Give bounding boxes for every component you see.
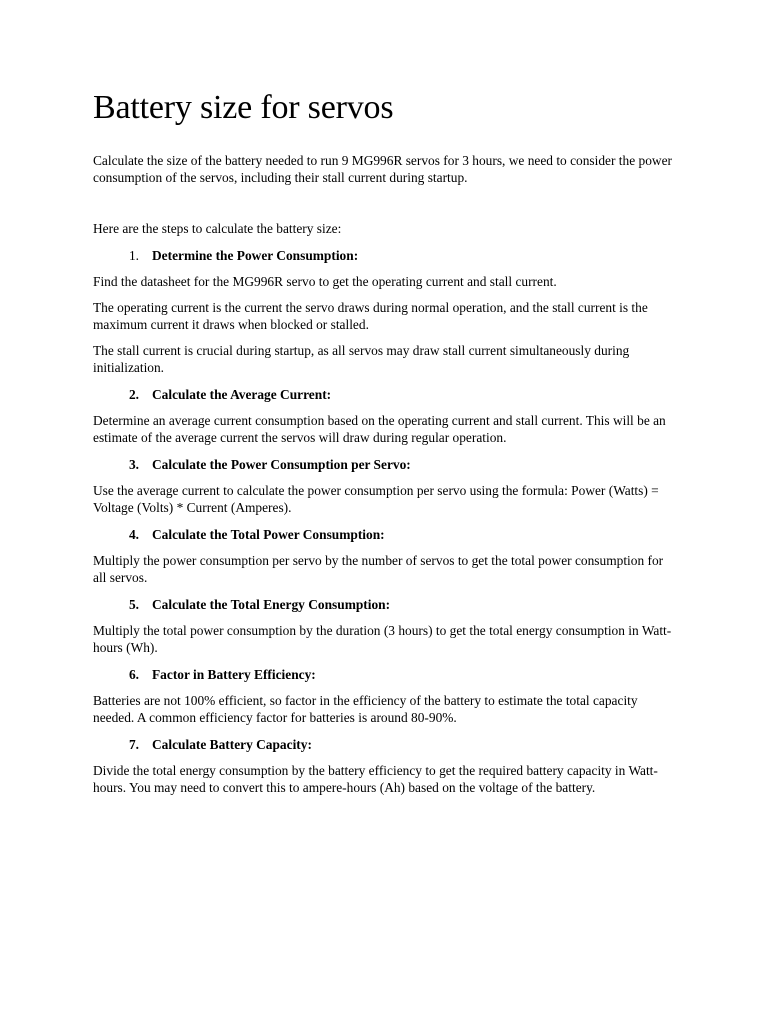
step-heading-label: Calculate the Power Consumption per Servo:	[152, 457, 411, 472]
document-title: Battery size for servos	[93, 89, 394, 126]
step-number: 7.	[128, 737, 139, 752]
step-number: 1.	[128, 248, 139, 263]
step-4	[93, 526, 678, 586]
step-number: 3.	[128, 457, 139, 472]
step-heading-label: Calculate the Total Energy Consumption:	[152, 597, 391, 612]
step-heading	[93, 526, 678, 543]
step-heading-label: Calculate the Average Current:	[152, 387, 332, 402]
step-paragraph: Determine an average current consumption based on the operating current and stall current. This will be an estimate of the average current the servos will draw during regular operation.	[93, 413, 666, 445]
step-heading	[93, 247, 678, 264]
step-heading	[93, 596, 678, 613]
step-heading	[93, 736, 678, 753]
step-paragraph: Batteries are not 100% efficient, so factor in the efficiency of the battery to estimate the total capacity needed. A common efficiency factor for batteries is around 80-90%.	[93, 693, 638, 725]
step-heading-label: Calculate the Total Power Consumption:	[152, 527, 385, 542]
intro-paragraph: Calculate the size of the battery needed to run 9 MG996R servos for 3 hours, we need to consider the power consumption of the servos, including their stall current during startup.	[93, 153, 672, 185]
step-paragraph: Use the average current to calculate the power consumption per servo using the formula: Power (Watts) = Voltage (Volts) * Current (Amperes).	[93, 483, 659, 515]
step-heading-label: Calculate Battery Capacity:	[152, 737, 312, 752]
document-page	[93, 88, 678, 796]
step-2	[93, 386, 678, 446]
steps-intro-paragraph: Here are the steps to calculate the battery size:	[93, 221, 342, 236]
step-number: 4.	[128, 527, 139, 542]
step-heading-label: Factor in Battery Efficiency:	[152, 667, 316, 682]
step-heading	[93, 666, 678, 683]
step-heading	[93, 386, 678, 403]
step-number: 5.	[128, 597, 139, 612]
step-paragraph: Find the datasheet for the MG996R servo to get the operating current and stall current.	[93, 274, 557, 289]
step-paragraph: The stall current is crucial during startup, as all servos may draw stall current simultaneously during initialization.	[93, 343, 630, 375]
step-heading	[93, 456, 678, 473]
step-paragraph: Divide the total energy consumption by the battery efficiency to get the required battery capacity in Watt-hours. You may need to convert this to ampere-hours (Ah) based on the voltage of the battery.	[93, 763, 658, 795]
step-5	[93, 596, 678, 656]
step-3	[93, 456, 678, 516]
step-6	[93, 666, 678, 726]
step-1	[93, 247, 678, 376]
step-number: 6.	[128, 667, 139, 682]
step-number: 2.	[128, 387, 139, 402]
step-paragraph: The operating current is the current the servo draws during normal operation, and the stall current is the maximum current it draws when blocked or stalled.	[93, 300, 648, 332]
step-heading-label: Determine the Power Consumption:	[152, 248, 359, 263]
step-paragraph: Multiply the total power consumption by the duration (3 hours) to get the total energy consumption in Watt-hours (Wh).	[93, 623, 672, 655]
step-7	[93, 736, 678, 796]
step-paragraph: Multiply the power consumption per servo by the number of servos to get the total power consumption for all servos.	[93, 553, 664, 585]
